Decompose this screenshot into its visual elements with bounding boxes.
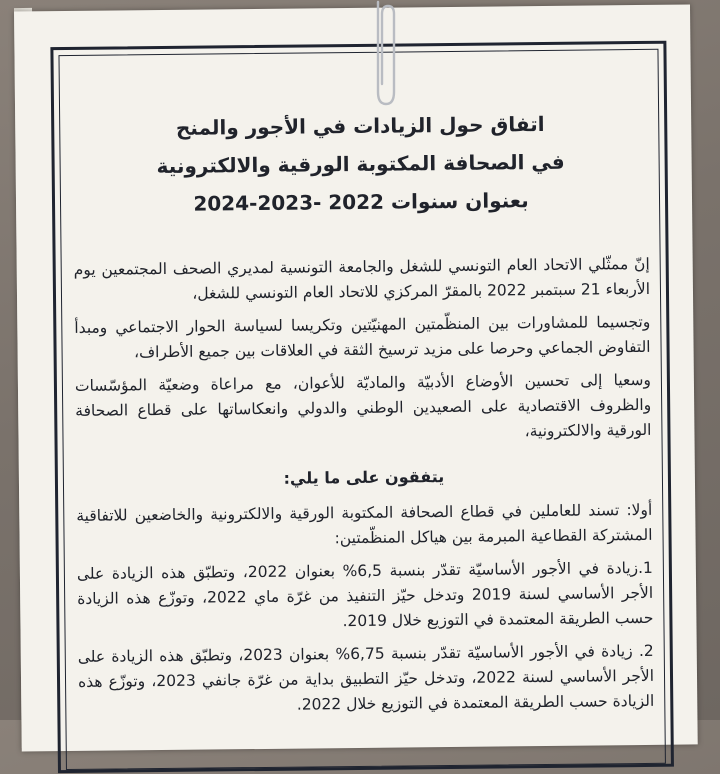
article-item-1: 1.زيادة في الأجور الأساسيّة تقدّر بنسبة 6,5% بعنوان 2022، وتطبّق هذه الزيادة على الأجر الأساسي لسنة 2019 وتدخل حيّز التنفيذ من غرّة ماي 2022، وتوزّع هذه الزيادة حسب الطريقة المعتمدة في التوزيع خلال 2019. xyxy=(76,558,654,631)
document-title-line-1: اتفاق حول الزيادات في الأجور والمنح xyxy=(175,111,545,140)
preamble-paragraph-2: وتجسيما للمشاورات بين المنظّمتين المهنيّتين وتكريسا لسياسة الحوار الاجتماعي ومبدأ التفاوض الجماعي وحرصا على مزيد ترسيخ الثقة في العلاقات بين جميع الأطراف، xyxy=(74,312,651,362)
article-one: أولا: تسند للعاملين في قطاع الصحافة المكتوبة الورقية والالكترونية والخاضعين للاتفاقية المشتركة القطاعية المبرمة بين هياكل المنظّمتين: xyxy=(76,500,653,548)
document-page xyxy=(14,4,698,751)
paper-clip-icon xyxy=(368,0,398,110)
preamble-paragraph-1: إنّ ممثّلي الاتحاد العام التونسي للشغل والجامعة التونسية لمديري الصحف المجتمعين يوم الأربعاء 21 سبتمبر 2022 بالمقرّ المركزي للاتحاد العام التونسي للشغل، xyxy=(73,254,651,303)
document-title-line-3: بعنوان سنوات 2022 -2023-2024 xyxy=(193,188,529,216)
article-item-2: 2. زيادة في الأجور الأساسيّة تقدّر بنسبة 6,75% بعنوان 2023، وتطبّق هذه الزيادة على الأجر الأساسي لسنة 2022، وتدخل حيّز التطبيق بداية من غرّة جانفي 2023، وتوزّع هذه الزيادة حسب الطريقة المعتمدة في التوزيع خلال 2022. xyxy=(77,641,655,714)
page-border xyxy=(50,41,674,773)
document-body xyxy=(72,104,654,728)
document-title-line-2: في الصحافة المكتوبة الورقية والالكترونية xyxy=(156,149,565,179)
preamble-paragraph-3: وسعيا إلى تحسين الأوضاع الأدبيّة والماديّة للأعوان، مع مراعاة وضعيّة المؤسّسات والظروف الاقتصادية على الصعيدين الوطني والدولي وانعكاساتها على قطاع الصحافة الورقية والالكترونية، xyxy=(74,370,652,441)
agreement-heading: يتفقون على ما يلي: xyxy=(283,467,445,488)
